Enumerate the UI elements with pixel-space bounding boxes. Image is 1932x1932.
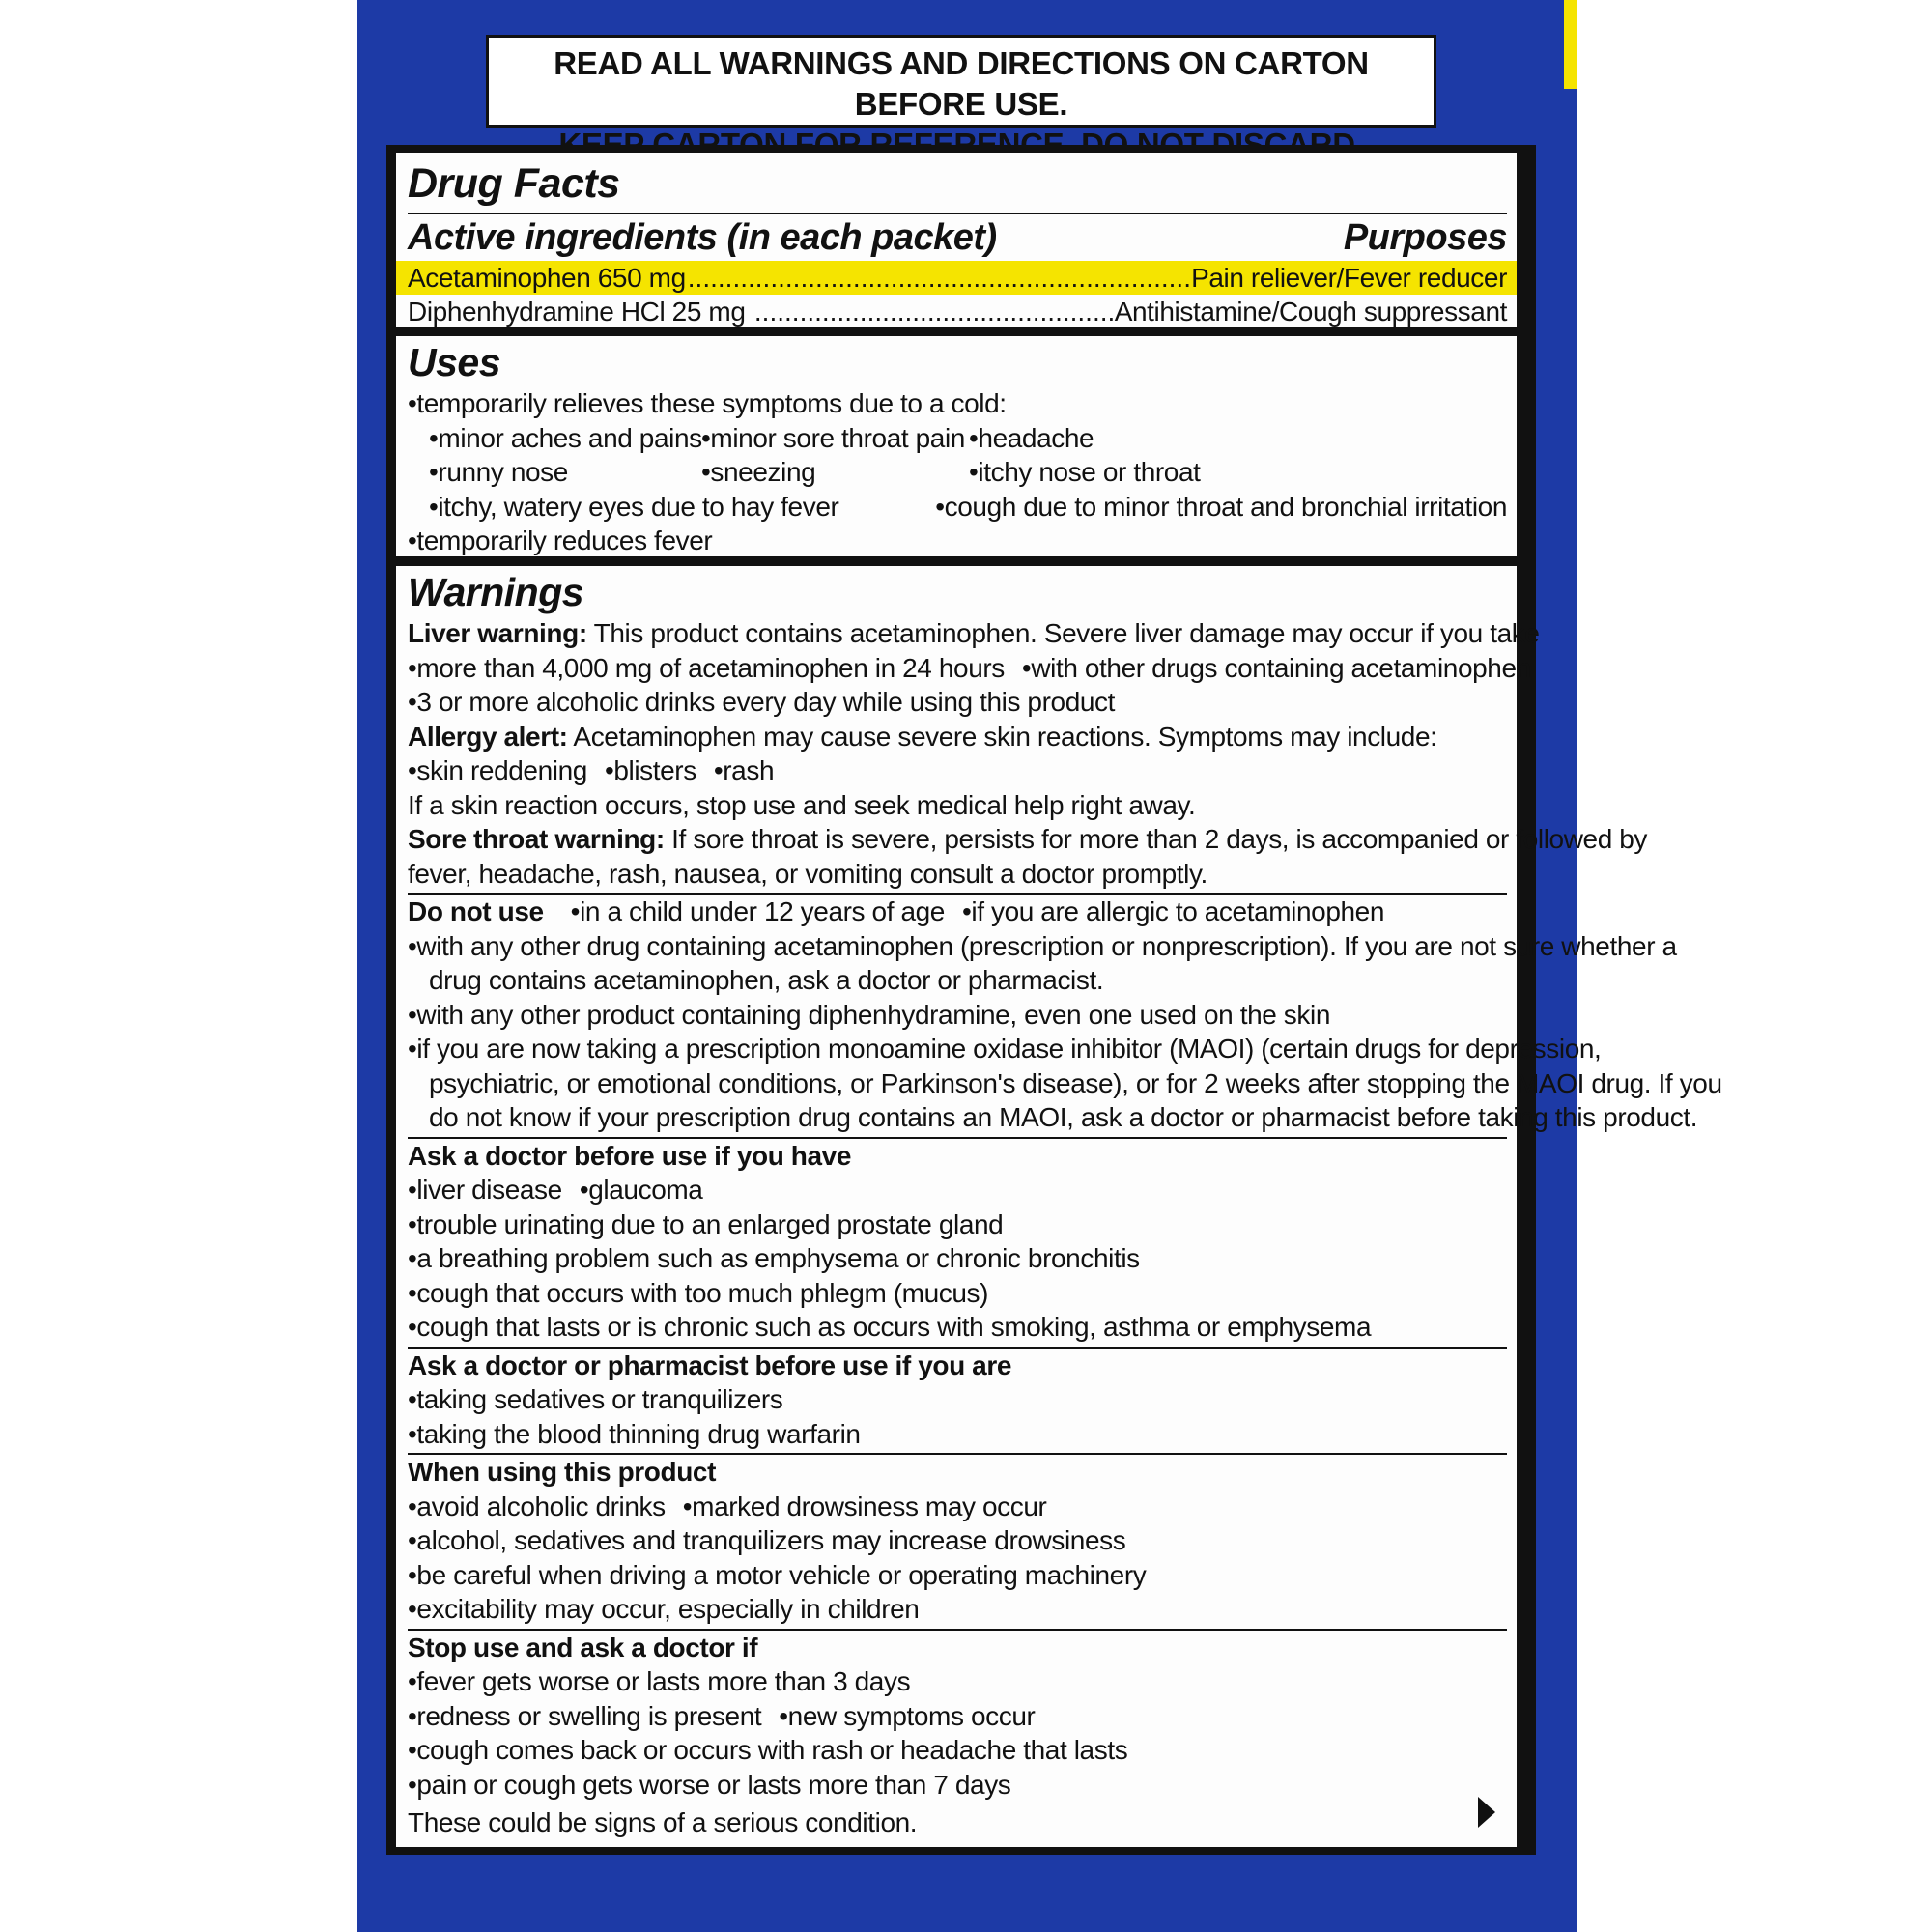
liver-items-row xyxy=(408,651,1531,686)
active-ingredients-header xyxy=(408,214,1507,261)
drug-facts-panel xyxy=(386,145,1722,1855)
list-item: • blisters xyxy=(605,755,696,785)
list-item: • new symptoms occur xyxy=(779,1701,1035,1731)
notice-line-1: READ ALL WARNINGS AND DIRECTIONS ON CARTON BEFORE USE. xyxy=(554,45,1369,122)
list-item: • excitability may occur, especially in children xyxy=(408,1592,1507,1627)
list-item: • with any other drug containing acetaminophen (prescription or nonprescription). If you are not sure whether a xyxy=(408,929,1507,964)
stop-use-row xyxy=(408,1699,1507,1734)
ask-doctor-heading: Ask a doctor before use if you have xyxy=(408,1140,852,1171)
continue-arrow-icon xyxy=(1478,1797,1495,1828)
list-item: • cough comes back or occurs with rash or headache that lasts xyxy=(408,1733,1507,1768)
ask-doctor-row xyxy=(408,1173,1507,1208)
ingredient-purpose: Pain reliever/Fever reducer xyxy=(1191,263,1507,293)
list-item: • runny nose xyxy=(429,455,701,490)
allergy-items-row xyxy=(408,753,1507,788)
liver-warning: Liver warning: This product contains acetaminophen. Severe liver damage may occur if you take xyxy=(408,618,1540,648)
carton-notice-box xyxy=(486,35,1436,128)
list-item: • cough that lasts or is chronic such as occurs with smoking, asthma or emphysema xyxy=(408,1310,1507,1345)
do-not-use-row: Do not use• in a child under 12 years of age• if you are allergic to acetaminophen xyxy=(408,895,1507,929)
list-item: • rash xyxy=(714,755,774,785)
uses-title: Uses xyxy=(408,340,501,384)
yellow-edge-tab xyxy=(1564,0,1577,89)
warnings-section xyxy=(396,566,1722,1847)
list-item: • minor sore throat pain xyxy=(701,421,969,456)
ingredient-purpose: Antihistamine/Cough suppressant xyxy=(1114,297,1507,327)
list-item: • glaucoma xyxy=(580,1175,703,1205)
stop-use-after: These could be signs of a serious condition. xyxy=(408,1807,918,1837)
list-item: • taking sedatives or tranquilizers xyxy=(408,1382,1507,1417)
list-item: • skin reddening xyxy=(408,755,587,785)
list-item: • more than 4,000 mg of acetaminophen in 24 hours xyxy=(408,653,1005,683)
allergy-alert: Allergy alert: Acetaminophen may cause severe skin reactions. Symptoms may include: xyxy=(408,721,1437,752)
active-ingredients-heading: Active ingredients (in each packet) xyxy=(408,217,997,258)
list-item: • headache xyxy=(969,421,1094,456)
list-item: • 3 or more alcoholic drinks every day while using this product xyxy=(408,685,1507,720)
purposes-heading: Purposes xyxy=(1343,217,1507,258)
list-item: • avoid alcoholic drinks xyxy=(408,1492,666,1521)
list-item: • cough due to minor throat and bronchial irritation xyxy=(935,490,1507,525)
uses-intro: • temporarily relieves these symptoms due to a cold: xyxy=(408,386,1507,421)
ingredient-row-diphenhydramine xyxy=(408,295,1507,328)
stop-use-heading: Stop use and ask a doctor if xyxy=(408,1632,758,1662)
ask-pharmacist-heading: Ask a doctor or pharmacist before use if you are xyxy=(408,1350,1011,1380)
list-item: • itchy nose or throat xyxy=(969,455,1201,490)
sore-throat-warning-cont: fever, headache, rash, nausea, or vomiting consult a doctor promptly. xyxy=(408,858,1208,889)
list-item: • cough that occurs with too much phlegm (mucus) xyxy=(408,1276,1507,1311)
list-item: • liver disease xyxy=(408,1175,562,1205)
when-using-heading: When using this product xyxy=(408,1457,716,1487)
list-item: • if you are now taking a prescription monoamine oxidase inhibitor (MAOI) (certain drugs for depression, xyxy=(408,1032,1507,1066)
drug-facts-title: Drug Facts xyxy=(408,160,620,207)
when-using-row xyxy=(408,1490,1507,1524)
uses-section xyxy=(396,336,1517,556)
list-item: • a breathing problem such as emphysema or chronic bronchitis xyxy=(408,1241,1507,1276)
list-item: • trouble urinating due to an enlarged prostate gland xyxy=(408,1208,1507,1242)
sore-throat-warning: Sore throat warning: If sore throat is severe, persists for more than 2 days, is accompanied or followed by xyxy=(408,824,1648,854)
list-item: • in a child under 12 years of age xyxy=(571,896,945,926)
list-item: • itchy, watery eyes due to hay fever xyxy=(429,490,935,525)
list-item: • fever gets worse or lasts more than 3 days xyxy=(408,1664,1507,1699)
list-item-cont: drug contains acetaminophen, ask a doctor or pharmacist. xyxy=(429,965,1104,995)
ingredient-name: Acetaminophen 650 mg xyxy=(408,263,686,293)
list-item: • marked drowsiness may occur xyxy=(683,1492,1047,1521)
list-item: • be careful when driving a motor vehicle or operating machinery xyxy=(408,1558,1507,1593)
list-item: • pain or cough gets worse or lasts more than 7 days xyxy=(408,1768,1507,1803)
uses-row-1 xyxy=(408,421,1507,456)
list-item: • if you are allergic to acetaminophen xyxy=(962,896,1384,926)
warnings-title: Warnings xyxy=(408,570,584,614)
ingredient-row-acetaminophen xyxy=(396,261,1517,295)
list-item-cont: psychiatric, or emotional conditions, or Parkinson's disease), or for 2 weeks after stopping the MAOI drug. If you xyxy=(429,1067,1722,1098)
list-item: • alcohol, sedatives and tranquilizers may increase drowsiness xyxy=(408,1523,1507,1558)
list-item: • with any other product containing diphenhydramine, even one used on the skin xyxy=(408,998,1507,1033)
active-ingredients-section xyxy=(396,153,1517,327)
uses-row-3 xyxy=(408,490,1507,525)
list-item: • minor aches and pains xyxy=(429,421,701,456)
uses-fever: • temporarily reduces fever xyxy=(408,524,1507,558)
list-item: • sneezing xyxy=(701,455,969,490)
allergy-after: If a skin reaction occurs, stop use and seek medical help right away. xyxy=(408,789,1196,820)
list-item: • taking the blood thinning drug warfarin xyxy=(408,1417,1507,1452)
ingredient-name: Diphenhydramine HCl 25 mg xyxy=(408,297,753,327)
list-item: • with other drugs containing acetaminophen xyxy=(1022,653,1531,683)
list-item: • redness or swelling is present xyxy=(408,1701,761,1731)
uses-row-2 xyxy=(408,455,1507,490)
list-item-cont: do not know if your prescription drug contains an MAOI, ask a doctor or pharmacist before taking this product. xyxy=(429,1102,1698,1132)
